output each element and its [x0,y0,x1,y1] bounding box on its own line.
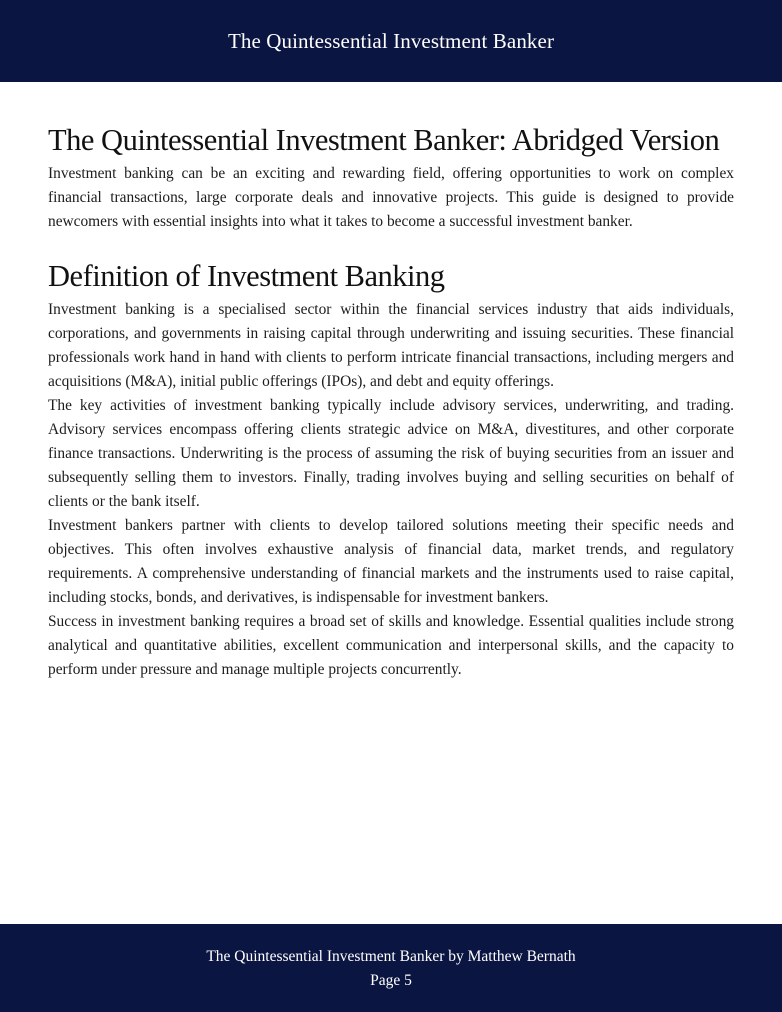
page-header [0,0,782,82]
document-title: The Quintessential Investment Banker: Abridged Version [48,123,720,157]
section-paragraph-4: Success in investment banking requires a broad set of skills and knowledge. Essential qualities include strong analytical and quantitative abilities, excellent communication and interpersonal skills, and the capacity to perform under pressure and manage multiple projects concurrently. [48,613,734,678]
intro-paragraph: Investment banking can be an exciting and rewarding field, offering opportunities to work on complex financial transactions, large corporate deals and innovative projects. This guide is designed to provide newcomers with essential insights into what it takes to become a successful investment banker. [48,165,734,230]
document-body [48,118,734,682]
section-paragraph-3: Investment bankers partner with clients to develop tailored solutions meeting their specific needs and objectives. This often involves exhaustive analysis of financial data, market trends, and regulatory requirements. A comprehensive understanding of financial markets and the instruments used to raise capital, including stocks, bonds, and derivatives, is indispensable for investment bankers. [48,517,734,606]
section-heading: Definition of Investment Banking [48,259,445,293]
section-paragraph-2: The key activities of investment banking typically include advisory services, underwriting, and trading. Advisory services encompass offering clients strategic advice on M&A, divestitures, and other corporate finance transactions. Underwriting is the process of assuming the risk of buying securities from an issuer and subsequently selling them to investors. Finally, trading involves buying and selling securities on behalf of clients or the bank itself. [48,397,734,510]
page-footer [0,924,782,1012]
page-number: Page 5 [370,972,412,989]
footer-credit: The Quintessential Investment Banker by Matthew Bernath [206,948,576,965]
section-paragraph-1: Investment banking is a specialised sector within the financial services industry that aids individuals, corporations, and governments in raising capital through underwriting and issuing securities. These financial professionals work hand in hand with clients to perform intricate financial transactions, including mergers and acquisitions (M&A), initial public offerings (IPOs), and debt and equity offerings. [48,301,734,390]
header-title: The Quintessential Investment Banker [227,29,555,53]
